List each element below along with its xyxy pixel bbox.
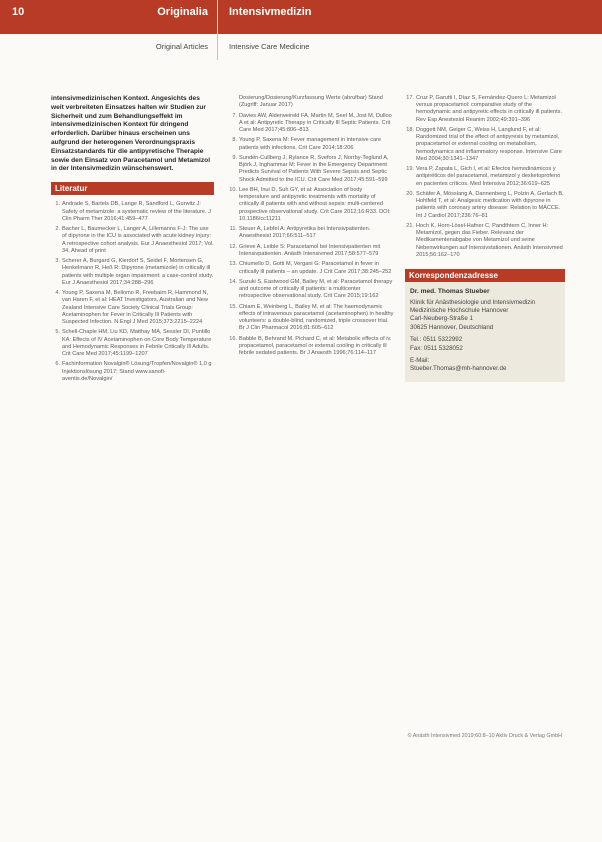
reference-text: Sundén-Cullberg J, Rylance R, Svefors J, Norrby-Teglund A, Björk J, Inghammar M: Fever in the Emergency Department Predicts Survival of Patients With Severe Sepsis and Septic Shock Admitted to the ICU. Crit Care Med 2017;45:591–599 xyxy=(239,154,389,183)
reference-number: 5. xyxy=(55,329,60,336)
subtitle-right: Intensive Care Medicine xyxy=(229,42,310,51)
column-1 xyxy=(51,95,214,386)
reference-text: Young P, Saxena M: Fever management in intensive care patients with infections. Crit Care 2014;18:206 xyxy=(239,137,382,151)
reference-item xyxy=(228,261,394,275)
reference-item xyxy=(405,223,565,259)
reference-item xyxy=(405,166,565,188)
intro-paragraph: intensivmedizinischen Kontext. Angesichts des weit verbreiteten Einsatzes halten wir Studien zur Sicherheit und zum Behandlungseffekt im intensivmedizinischen Kontext für dringend erforderlich. Darüber hinaus erscheinen uns aufgrund der heterogenen Verordnungspraxis Einsatzstandards für die antipyretische Therapie sowie den Einsatz von Paracetamol und Metamizol in der Intensivmedizin wünschenswert. xyxy=(51,95,211,173)
reference-item xyxy=(51,258,214,287)
correspondence-body xyxy=(405,282,565,382)
reference-item xyxy=(51,201,214,223)
reference-number: 11. xyxy=(229,226,237,233)
reference-number: 6. xyxy=(55,361,60,368)
subtitle-left: Original Articles xyxy=(155,42,208,51)
column-2 xyxy=(228,95,394,361)
correspondence-line: Klinik für Anästhesiologie und Intensivmedizin xyxy=(410,298,536,306)
reference-number: 13. xyxy=(229,261,237,268)
page-footer: © Anästh Intensivmed 2019;60:8–10 Aktiv Druck & Verlag GmbH xyxy=(407,733,562,739)
section-label-left: Originalia xyxy=(157,6,208,18)
reference-item xyxy=(51,226,214,255)
section-label-right: Intensivmedizin xyxy=(229,6,312,18)
correspondence-line: 30625 Hannover, Deutschland xyxy=(410,323,494,331)
reference-item xyxy=(228,244,394,258)
reference-item xyxy=(405,95,565,124)
reference-list-1 xyxy=(51,201,214,383)
reference-item xyxy=(228,187,394,223)
reference-text: Chiumello D, Gotti M, Vergani G: Paracetamol in fever in critically ill patients – an update. J Crit Care 2017;38:245–252 xyxy=(239,261,392,275)
reference-item xyxy=(228,95,394,109)
reference-text: Davies AW, Alderweireld FA, Martin M, Seel M, Jost M, Dulloo A et al: Antipyretic Therapy in Critically Ill Septic Patients. Crit Care Med 2017;45:806–813 xyxy=(239,112,392,133)
reference-text: Lee BH, Inui D, Suh GY, et al: Association of body temperature and antipyretic treatments with mortality of critically ill patients with and without sepsis: multi-centered prospective observational study. Crit Care 2012;16:R33. DOI: 10.1186/cc11211 xyxy=(239,186,391,222)
reference-item xyxy=(405,191,565,220)
page-header xyxy=(0,0,602,34)
reference-text: Chiam E, Weinberg L, Bailey M, et al: The haemodynamic effects of intravenous paracetamol (acetaminophen) in healthy volunteers: a double-blind, randomized, triple crossover trial. Br J Clin Pharmacol 2016;81:605–612 xyxy=(239,303,394,332)
correspondence-line: Medizinische Hochschule Hannover xyxy=(410,307,509,315)
reference-number: 1. xyxy=(55,201,60,208)
reference-number: 16. xyxy=(229,335,237,342)
column-3 xyxy=(405,95,565,382)
reference-text: Grieve A, Leible S: Paracetamol bei Intensivpatienten mit Intensivpatienten. Anästh Intensivmed 2017;58:577–579 xyxy=(239,243,381,257)
reference-text: Schäfer A, Mösslang A, Dannenberg L, Polzin A, Gerlach B, Hohlfeld T, et al: Analgesic medication with dipyrone in patients with coronary artery disease: Relation to MACCE. Int J Cardiol 2017;236:76–81 xyxy=(416,191,564,219)
reference-number: 9. xyxy=(232,154,237,161)
reference-number: 14. xyxy=(229,278,237,285)
correspondence-name: Dr. med. Thomas Stueber xyxy=(410,288,490,296)
reference-number: 18. xyxy=(406,127,414,133)
reference-item xyxy=(51,329,214,358)
reference-item xyxy=(228,155,394,184)
reference-item xyxy=(405,127,565,163)
subtitle-divider xyxy=(217,34,218,60)
reference-item xyxy=(228,304,394,333)
reference-list-3 xyxy=(405,95,565,259)
reference-number: 19. xyxy=(406,166,414,173)
reference-number: 20. xyxy=(406,191,414,197)
reference-number: 3. xyxy=(55,258,60,265)
reference-item xyxy=(228,137,394,151)
reference-text: Young P, Saxena M, Bellomo R, Freebairn R, Hammond N, van Haren F, et al: HEAT Investigators, Australian and New Zealand Intensive Care Society Clinical Trials Group: Acetaminophen for Fever in Critically Ill Patients with Suspected Infection. N Engl J Med 2015;373:2215–2224 xyxy=(62,290,209,325)
correspondence-line: Tel.: 0511 5322992 xyxy=(410,336,463,344)
reference-number: 17. xyxy=(406,95,414,101)
reference-number: 4. xyxy=(55,290,60,297)
reference-item xyxy=(228,226,394,240)
reference-number: 21. xyxy=(406,223,414,229)
reference-list-2 xyxy=(228,95,394,357)
reference-number: 2. xyxy=(55,226,60,233)
reference-text: Bacher L, Baumecker L, Langer A, Lillemanns F-J: The use of dipyrone in the ICU is associated with acute kidney injury: A retrospective cohort analysis. Eur J Anaesthesiol 2017; Vol. 34, Ahead of print xyxy=(62,226,214,254)
reference-number: 7. xyxy=(232,112,237,119)
reference-text: Dosierung/Dosierung/Kurzfassung Werte (abrufbar) Stand (Zugriff: Januar 2017) xyxy=(239,95,383,109)
literature-heading: Literatur xyxy=(51,182,214,195)
reference-number: 12. xyxy=(229,243,237,250)
correspondence-heading: Korrespondenzadresse xyxy=(405,269,565,282)
reference-item xyxy=(228,113,394,135)
reference-item xyxy=(51,361,214,383)
page-number: 10 xyxy=(12,6,25,18)
reference-item xyxy=(228,336,394,358)
reference-text: Vera P, Zapata L, Gich I, et al: Efectos hemodinámicos y antipiréticos del paracetamol, metamizol y dexketoprofeno en pacientes críticos. Med Intensiva 2012;36:619–625 xyxy=(416,166,561,187)
reference-text: Schell-Chaple HM, Liu KD, Matthay MA, Sessler DI, Puntillo KA: Effects of IV Acetaminophen on Core Body Temperature and Hemodynamic Responses in Febrile Critically Ill Adults. Crit Care Med 2017;45:1199–1207 xyxy=(62,329,212,357)
reference-text: Hoch K, Horn-Lösel-Hafner C, Pandthtern C, Inner H: Metamizol, gegen das Fieber. Relevanz der Medikamentenabgabe von Metamizol und seine Nebenwirkungen auf Intensivstationen. Anästh Intensivmed 2015;56:162–170 xyxy=(416,223,563,258)
reference-text: Babble B, Behrand M, Pichard C, et al: Metabolic effects of iv. propacetamol, paracetamol or external cooling in critically ill febrile sedated patients. Br J Anaesth 1996;76:114–117 xyxy=(239,335,392,357)
correspondence-lines xyxy=(410,299,560,374)
reference-number: 8. xyxy=(232,137,237,144)
reference-number: 10. xyxy=(229,186,237,193)
correspondence-line: Stueber.Thomas@mh-hannover.de xyxy=(410,365,507,373)
reference-text: Cruz P, Garutti I, Díaz S, Fernández-Quero L: Metamizol versus propacetamol: comparative study of the hemodynamic and antipyretic effects in critically ill patients. Rev Esp Anestesiol Reanim 2002;49:391–396 xyxy=(416,95,563,123)
reference-text: Scherer A, Burgard G, Kierdorf S, Seidel F, Mortensen G, Henkelmann R, Heß R: Dipyrone (metamizole) in critically ill patients with multiple organ impairment: a case-control study. Eur J Anaesthesiol 2017;34:288–296 xyxy=(62,258,214,286)
header-divider xyxy=(217,0,218,34)
correspondence-line: Carl-Neuberg-Straße 1 xyxy=(410,315,473,323)
correspondence-line: Fax: 0511 5328052 xyxy=(410,344,463,352)
reference-item xyxy=(51,290,214,326)
reference-text: Andrade S, Bartels DB, Lange R, Sandford L, Gurwitz J: Safety of metamizole: a systematic review of the literature. J Clin Pharm Ther 2016;41:459–477 xyxy=(62,201,211,222)
reference-number: 15. xyxy=(229,303,237,310)
reference-text: Doggett NM, Geiger C, Weiss H, Langlund F, et al: Randomized trial of the effect of antipyresis by metamizol, propacetamol or external cooling on metabolism, hemodynamics and inflammatory response. Intensive Care Med 2004;30:1341–1347 xyxy=(416,127,562,162)
correspondence-line: E-Mail: xyxy=(410,357,430,365)
reference-text: Steuer A, Lebfel A: Antipyretika bei Intensivpatienten. Anaesthesist 2017;66:511–517 xyxy=(239,226,371,240)
reference-text: Suzuki S, Eastwood GM, Bailey M, et al: Paracetamol therapy and outcome of critically ill patients: a multicenter retrospective observational study. Crit Care 2015;19:162 xyxy=(239,278,393,300)
correspondence-box xyxy=(405,269,565,382)
reference-text: Fachinformation Novalgin® Lösung/Tropfen/Novalgin® 1,0 g Injektionslösung 2017; Stand www.sanofi-aventis.de/Novalgin/ xyxy=(62,361,212,382)
reference-item xyxy=(228,279,394,301)
